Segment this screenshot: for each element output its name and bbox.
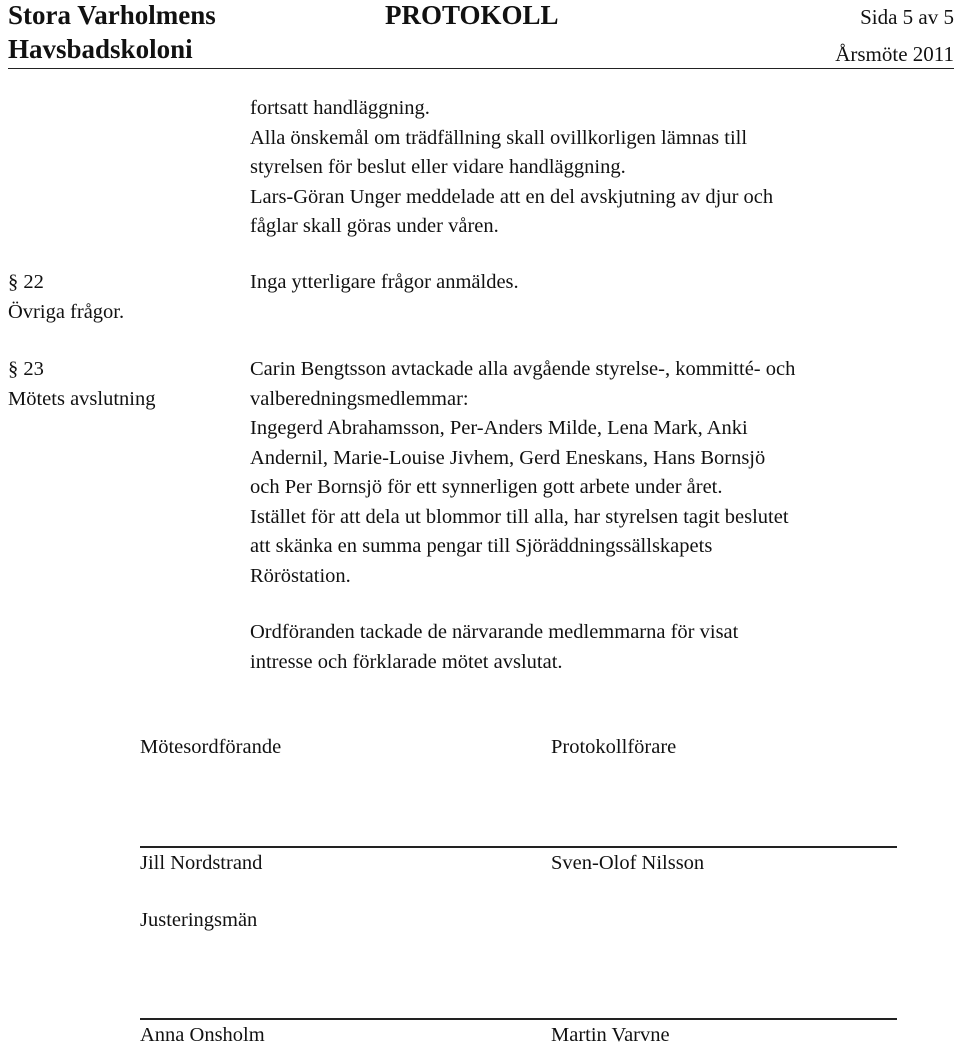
section-23-line: intresse och förklarade mötet avslutat.: [250, 650, 563, 673]
continuation-line: Alla önskemål om trädfällning skall ovillkorligen lämnas till: [250, 126, 748, 149]
signature-line: [140, 1018, 897, 1020]
chair-name: Jill Nordstrand: [140, 852, 263, 874]
header-rule: [8, 68, 954, 69]
section-23-line: Istället för att dela ut blommor till alla, har styrelsen tagit beslutet: [250, 505, 789, 528]
section-22-heading: [8, 268, 124, 327]
section-22-title: Övriga frågor.: [8, 300, 125, 323]
chair-label: Mötesordförande: [140, 736, 282, 758]
section-23-heading: [8, 355, 155, 414]
section-23-line: Andernil, Marie-Louise Jivhem, Gerd Eneskans, Hans Bornsjö: [250, 446, 766, 469]
continuation-paragraph: [250, 94, 773, 242]
continuation-line: fortsatt handläggning.: [250, 97, 430, 119]
adjuster-2-name: Martin Varvne: [551, 1024, 670, 1046]
continuation-line: Lars-Göran Unger meddelade att en del avskjutning av djur och: [250, 185, 774, 208]
section-23-paragraph-2: [250, 618, 738, 677]
section-23-line: Ingegerd Abrahamsson, Per-Anders Milde, Lena Mark, Anki: [250, 417, 748, 439]
meeting-name: Årsmöte 2011: [835, 42, 954, 66]
document-title: PROTOKOLL: [385, 0, 559, 30]
section-23-line: Ordföranden tackade de närvarande medlemmarna för visat: [250, 621, 739, 643]
organization-name-line1: Stora Varholmens: [8, 0, 216, 30]
continuation-line: fåglar skall göras under våren.: [250, 215, 499, 237]
adjuster-1-name: Anna Onsholm: [140, 1024, 265, 1046]
adjusters-label: Justeringsmän: [140, 909, 258, 931]
section-23-line: Röröstation.: [250, 564, 351, 587]
section-22-number: § 22: [8, 271, 44, 293]
section-23-line: och Per Bornsjö för ett synnerligen gott arbete under året.: [250, 476, 723, 498]
section-23-line: Carin Bengtsson avtackade alla avgående styrelse-, kommitté- och: [250, 358, 796, 380]
section-23-number: § 23: [8, 358, 44, 380]
section-23-title: Mötets avslutning: [8, 387, 156, 410]
secretary-label: Protokollförare: [551, 736, 677, 758]
signature-line: [140, 846, 897, 848]
page-number: Sida 5 av 5: [860, 5, 954, 29]
section-23-line: att skänka en summa pengar till Sjöräddningssällskapets: [250, 535, 713, 557]
section-23-paragraph-1: [250, 355, 795, 591]
section-22-text: Inga ytterligare frågor anmäldes.: [250, 271, 519, 293]
continuation-line: styrelsen för beslut eller vidare handläggning.: [250, 156, 626, 178]
organization-name-line2: Havsbadskoloni: [8, 34, 193, 64]
section-23-line: valberedningsmedlemmar:: [250, 387, 469, 410]
secretary-name: Sven-Olof Nilsson: [551, 852, 705, 874]
